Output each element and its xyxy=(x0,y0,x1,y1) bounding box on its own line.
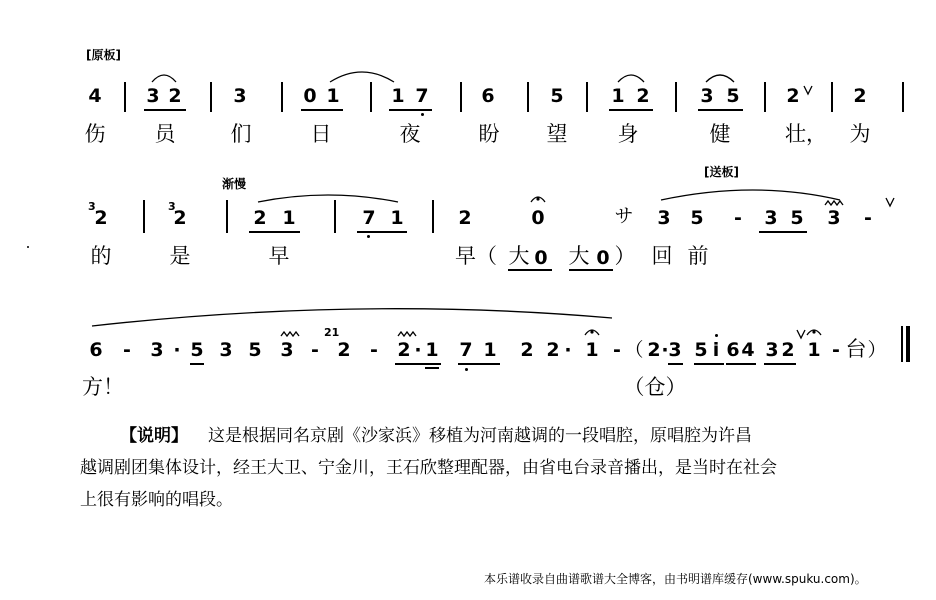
note: 6 xyxy=(89,339,103,361)
explanation-line-2: 越调剧团集体设计，经王大卫、宁金川，王石欣整理配器，由省电台录音播出，是当时在社会 xyxy=(80,458,777,478)
grace-note: 3 xyxy=(168,200,176,213)
beam xyxy=(395,363,441,365)
note: 5 xyxy=(694,339,708,361)
note: 2 xyxy=(786,85,800,107)
lyric: 伤 xyxy=(84,122,106,146)
note: 7 xyxy=(459,339,473,361)
low-octave-dot xyxy=(421,113,424,116)
note: 1 xyxy=(326,85,340,107)
note: 5 xyxy=(726,85,740,107)
grace-note: 3 xyxy=(88,200,96,213)
slur xyxy=(661,190,840,200)
slur xyxy=(92,309,612,326)
fermata xyxy=(531,197,545,202)
barline xyxy=(143,200,145,233)
final-barline-thin xyxy=(901,326,903,362)
dot: · xyxy=(414,339,422,361)
beam xyxy=(609,109,653,111)
note: 3 xyxy=(150,339,164,361)
explanation-heading: 【说明】 xyxy=(120,426,188,446)
note: 1 xyxy=(282,207,296,229)
dash: - xyxy=(613,339,621,361)
note: 2 xyxy=(94,207,108,229)
note: 5 xyxy=(690,207,704,229)
lyric: 健 xyxy=(709,122,731,146)
note: 3 xyxy=(657,207,671,229)
barline xyxy=(370,82,372,112)
beam xyxy=(249,231,300,233)
lyric-percussion: 大 xyxy=(568,244,590,268)
note: 1 xyxy=(391,85,405,107)
beam xyxy=(357,231,407,233)
barline xyxy=(586,82,588,112)
note: 4 xyxy=(741,339,755,361)
beam xyxy=(759,231,807,233)
barline xyxy=(226,200,228,233)
note: 3 xyxy=(146,85,160,107)
high-octave-dot xyxy=(715,334,718,337)
lyric: 为 xyxy=(849,122,871,146)
note: 6 xyxy=(726,339,740,361)
note: 2 xyxy=(781,339,795,361)
note: 5 xyxy=(190,339,204,361)
dot: · xyxy=(173,339,181,361)
lyric: 望 xyxy=(546,122,568,146)
note: 2 xyxy=(546,339,560,361)
tempo-mark-jianman: 渐慢 xyxy=(222,177,247,191)
low-octave-dot xyxy=(367,235,370,238)
barline xyxy=(281,82,283,112)
note: 2 xyxy=(458,207,472,229)
dash: - xyxy=(734,207,742,229)
note: 1 xyxy=(483,339,497,361)
beam xyxy=(694,363,724,365)
note: 3 xyxy=(764,207,778,229)
barline xyxy=(124,82,126,112)
lyric: 的 xyxy=(90,244,112,268)
barline xyxy=(460,82,462,112)
lyric: 是 xyxy=(169,244,191,268)
lyric: 前 xyxy=(687,244,709,268)
beam xyxy=(569,269,613,271)
note: 4 xyxy=(88,85,102,107)
barline xyxy=(527,82,529,112)
note: 5 xyxy=(790,207,804,229)
barline xyxy=(334,200,336,233)
lyric: 回 xyxy=(651,244,673,268)
note: 2 xyxy=(636,85,650,107)
explanation-line-3: 上很有影响的唱段。 xyxy=(80,490,233,510)
note: 3 xyxy=(280,339,294,361)
paren-close: ） xyxy=(867,339,887,361)
dot: · xyxy=(661,339,669,361)
note: 2 xyxy=(337,339,351,361)
low-octave-dot xyxy=(465,368,468,371)
note: 1 xyxy=(425,339,439,361)
fermata xyxy=(585,330,599,335)
slur xyxy=(152,75,176,82)
beam xyxy=(508,269,552,271)
note: 0 xyxy=(303,85,317,107)
breath-mark xyxy=(804,86,812,94)
note: 1 xyxy=(611,85,625,107)
note: 0 xyxy=(531,207,545,229)
slur xyxy=(330,72,394,82)
fermata-dot xyxy=(536,197,539,200)
fermata-dot xyxy=(590,330,593,333)
grace-note: 21 xyxy=(324,326,340,339)
breath-mark xyxy=(797,330,805,338)
final-barline-thick xyxy=(906,326,910,362)
note: 2 xyxy=(173,207,187,229)
beam xyxy=(458,363,500,365)
note: 3 xyxy=(765,339,779,361)
slur xyxy=(258,195,398,202)
tempo-mark-songban: [送板] xyxy=(704,165,739,179)
breath-mark xyxy=(886,198,894,206)
dash: - xyxy=(370,339,378,361)
note: 2 xyxy=(647,339,661,361)
fermata-dot xyxy=(812,330,815,333)
margin-mark xyxy=(27,246,29,248)
beam xyxy=(301,109,343,111)
explanation-text: 这是根据同名京剧《沙家浜》移植为河南越调的一段唱腔，原唱腔为许昌 xyxy=(208,426,752,446)
note: 1 xyxy=(390,207,404,229)
slur xyxy=(706,75,734,82)
dash: - xyxy=(311,339,319,361)
san-ban-mark: サ xyxy=(614,205,634,227)
barline xyxy=(831,82,833,112)
note: 1 xyxy=(585,339,599,361)
lyric-percussion: 大 xyxy=(508,244,530,268)
paren-open: （ xyxy=(624,339,644,361)
trill-mark xyxy=(825,201,843,205)
lyric-percussion: （仓） xyxy=(623,375,687,399)
note: 7 xyxy=(415,85,429,107)
barline xyxy=(764,82,766,112)
lyric-percussion: 0 xyxy=(534,247,548,269)
dash: - xyxy=(864,207,872,229)
lyric: 日 xyxy=(310,122,332,146)
note: 5 xyxy=(550,85,564,107)
note: 5 xyxy=(248,339,262,361)
barline xyxy=(675,82,677,112)
lyric: 壮， xyxy=(785,122,827,146)
dash: - xyxy=(832,339,840,361)
dash: - xyxy=(123,339,131,361)
lyric: 盼 xyxy=(478,122,500,146)
lyric: ） xyxy=(614,244,636,268)
note: 6 xyxy=(481,85,495,107)
slur xyxy=(618,75,644,82)
lyric-percussion: 0 xyxy=(596,247,610,269)
note: 3 xyxy=(233,85,247,107)
note: 1 xyxy=(807,339,821,361)
note: 3 xyxy=(219,339,233,361)
lyric: 早 xyxy=(268,244,290,268)
barline xyxy=(432,200,434,233)
lyric: 身 xyxy=(617,122,639,146)
note: 7 xyxy=(362,207,376,229)
beam xyxy=(764,363,796,365)
beam xyxy=(668,363,683,365)
note: 2 xyxy=(397,339,411,361)
note: 2 xyxy=(520,339,534,361)
tempo-mark-yuanban: [原板] xyxy=(86,48,121,62)
lyric: 员 xyxy=(154,122,176,146)
beam xyxy=(698,109,743,111)
note: 3 xyxy=(827,207,841,229)
barline xyxy=(210,82,212,112)
note: 3 xyxy=(700,85,714,107)
beam xyxy=(726,363,756,365)
trill-mark xyxy=(281,332,299,336)
beam xyxy=(389,109,432,111)
note-high: i xyxy=(712,339,720,361)
footer-source-note: 本乐谱收录自曲谱歌谱大全博客，由书明谱库缓存(www.spuku.com)。 xyxy=(484,572,867,586)
note: 3 xyxy=(668,339,682,361)
lyric: 方！ xyxy=(82,375,124,399)
beam xyxy=(144,109,186,111)
note: 2 xyxy=(253,207,267,229)
lyric: 夜 xyxy=(399,122,421,146)
dot: · xyxy=(564,339,572,361)
lyric-percussion: 台 xyxy=(845,337,867,361)
lyric: 早（ xyxy=(455,244,497,268)
beam xyxy=(190,363,204,365)
explanation-line-1 xyxy=(120,428,752,445)
note: 2 xyxy=(168,85,182,107)
lyric: 们 xyxy=(230,122,252,146)
beam xyxy=(425,367,439,369)
barline xyxy=(902,82,904,112)
trill-mark xyxy=(398,332,416,336)
note: 2 xyxy=(853,85,867,107)
fermata xyxy=(807,330,821,335)
